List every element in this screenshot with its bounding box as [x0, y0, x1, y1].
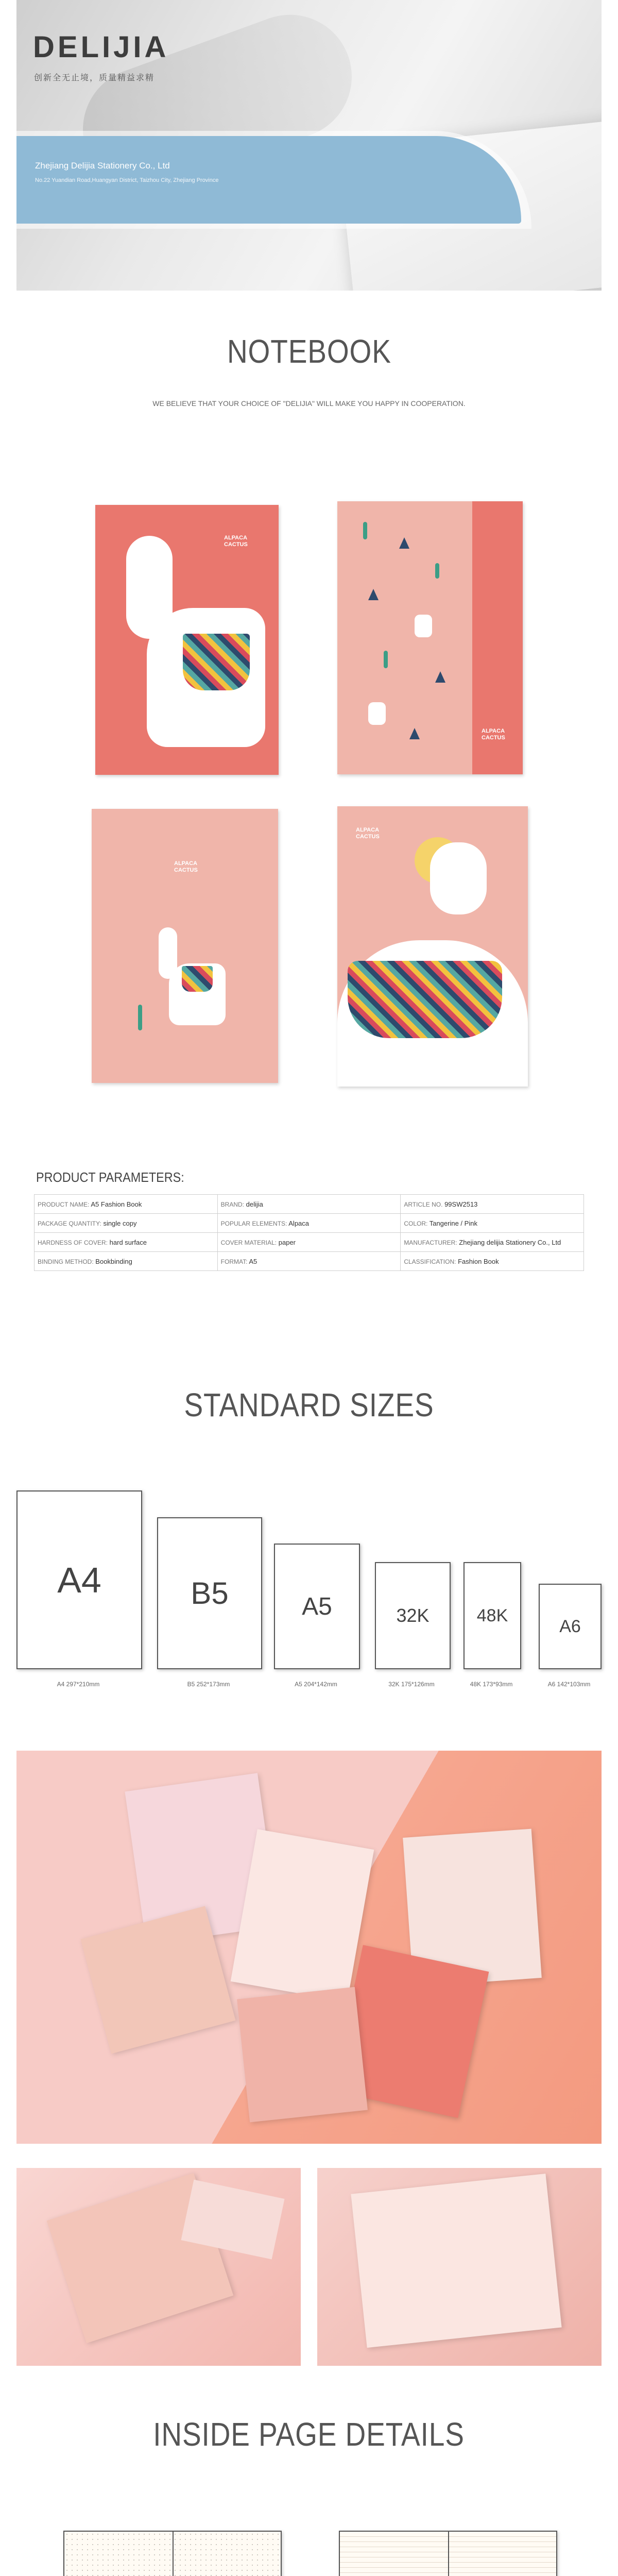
- params-cell: [401, 1214, 584, 1233]
- photo-notebook: [237, 1987, 368, 2123]
- params-value: paper: [278, 1238, 296, 1246]
- params-key: MANUFACTURER:: [404, 1239, 457, 1246]
- params-value: A5: [249, 1257, 258, 1265]
- params-table: [34, 1194, 584, 1271]
- sizes-title: STANDARD SIZES: [184, 1386, 434, 1423]
- params-cell: [217, 1233, 401, 1252]
- params-key: PACKAGE QUANTITY:: [38, 1219, 101, 1227]
- size-label-48k: 48K 173*93mm: [470, 1681, 513, 1688]
- params-key: CLASSIFICATION:: [404, 1258, 456, 1265]
- params-heading: PRODUCT PARAMETERS:: [36, 1170, 184, 1185]
- params-cell: [217, 1195, 401, 1214]
- params-cell: [35, 1195, 218, 1214]
- tent-icon: [435, 671, 445, 683]
- params-value: Zhejiang delijia Stationery Co., Ltd: [459, 1238, 561, 1246]
- notebook-subtitle: WE BELIEVE THAT YOUR CHOICE OF "DELIJIA" WILL MAKE YOU HAPPY IN COOPERATION.: [152, 399, 466, 408]
- product-photo-left: [16, 2168, 301, 2366]
- page-spine: [448, 2532, 449, 2576]
- product-photo-right: [317, 2168, 602, 2366]
- alpaca-head: [430, 842, 487, 914]
- size-a4: A4: [16, 1490, 142, 1669]
- cover-text: ALPACA CACTUS: [356, 827, 380, 840]
- alpaca-icon: [368, 702, 386, 725]
- company-name: Zhejiang Delijia Stationery Co., Ltd: [35, 161, 170, 171]
- tent-icon: [368, 589, 379, 600]
- product-photo-main: [16, 1751, 602, 2144]
- params-key: ARTICLE NO.: [404, 1200, 443, 1208]
- tent-icon: [399, 537, 409, 549]
- page-spine: [173, 2532, 174, 2576]
- params-key: PRODUCT NAME:: [38, 1200, 90, 1208]
- params-cell: [217, 1252, 401, 1271]
- alpaca-neck: [159, 927, 177, 979]
- photo-notebook: [351, 2174, 561, 2348]
- params-value: Fashion Book: [458, 1257, 499, 1265]
- size-label-32k: 32K 175*126mm: [388, 1681, 435, 1688]
- params-value: Alpaca: [288, 1219, 310, 1227]
- params-key: POPULAR ELEMENTS:: [220, 1219, 287, 1227]
- params-cell: [401, 1252, 584, 1271]
- tent-icon: [409, 728, 420, 739]
- params-value: hard surface: [109, 1238, 147, 1246]
- params-row: [35, 1233, 584, 1252]
- brand-tagline: 创新全无止境，质量精益求精: [34, 74, 155, 82]
- params-key: COLOR:: [404, 1219, 428, 1227]
- size-label-a4: A4 297*210mm: [57, 1681, 100, 1688]
- alpaca-icon: [415, 615, 432, 637]
- params-cell: [401, 1233, 584, 1252]
- alpaca-neck: [126, 536, 173, 639]
- alpaca-blanket: [182, 966, 213, 992]
- page-dotted: [63, 2531, 282, 2576]
- params-row: [35, 1214, 584, 1233]
- params-cell: [35, 1252, 218, 1271]
- params-key: BRAND:: [220, 1200, 244, 1208]
- page-ruled: [339, 2531, 557, 2576]
- size-label-a6: A6 142*103mm: [547, 1681, 591, 1688]
- cover-text: ALPACA CACTUS: [482, 728, 505, 741]
- size-label-b5: B5 252*173mm: [187, 1681, 230, 1688]
- notebook-title: NOTEBOOK: [227, 333, 391, 370]
- params-cell: [401, 1195, 584, 1214]
- brand-logo: DELIJIA: [33, 30, 169, 64]
- cactus-icon: [435, 563, 439, 579]
- params-key: COVER MATERIAL:: [220, 1239, 277, 1246]
- cover-text: ALPACA CACTUS: [174, 860, 198, 873]
- size-a5: A5: [274, 1544, 360, 1669]
- notebook-cover-2: [337, 501, 523, 774]
- size-32k: 32K: [375, 1562, 451, 1669]
- params-value: 99SW2513: [444, 1200, 478, 1208]
- params-value: single copy: [103, 1219, 137, 1227]
- notebook-cover-1: [95, 505, 279, 775]
- size-b5: B5: [157, 1517, 262, 1669]
- size-label-a5: A5 204*142mm: [295, 1681, 337, 1688]
- notebook-cover-4: [337, 806, 528, 1087]
- company-address: No.22 Yuandian Road,Huangyan District, Taizhou City, Zhejiang Province: [35, 177, 219, 183]
- alpaca-blanket: [348, 961, 502, 1038]
- notebook-cover-3: [92, 809, 278, 1083]
- inside-title: INSIDE PAGE DETAILS: [153, 2416, 465, 2453]
- params-key: HARDNESS OF COVER:: [38, 1239, 108, 1246]
- params-cell: [217, 1214, 401, 1233]
- params-cell: [35, 1214, 218, 1233]
- cactus-icon: [363, 522, 367, 539]
- params-value: delijia: [246, 1200, 263, 1208]
- params-key: BINDING METHOD:: [38, 1258, 94, 1265]
- cover-text: ALPACA CACTUS: [224, 535, 248, 548]
- params-key: FORMAT:: [220, 1258, 248, 1265]
- params-value: Bookbinding: [95, 1257, 132, 1265]
- params-cell: [35, 1233, 218, 1252]
- params-value: Tangerine / Pink: [429, 1219, 477, 1227]
- params-value: A5 Fashion Book: [91, 1200, 142, 1208]
- cactus-icon: [384, 651, 388, 668]
- cactus-icon: [138, 1005, 142, 1030]
- params-row: [35, 1252, 584, 1271]
- alpaca-blanket: [183, 634, 250, 690]
- size-48k: 48K: [464, 1562, 521, 1669]
- size-a6: A6: [539, 1584, 602, 1669]
- params-row: [35, 1195, 584, 1214]
